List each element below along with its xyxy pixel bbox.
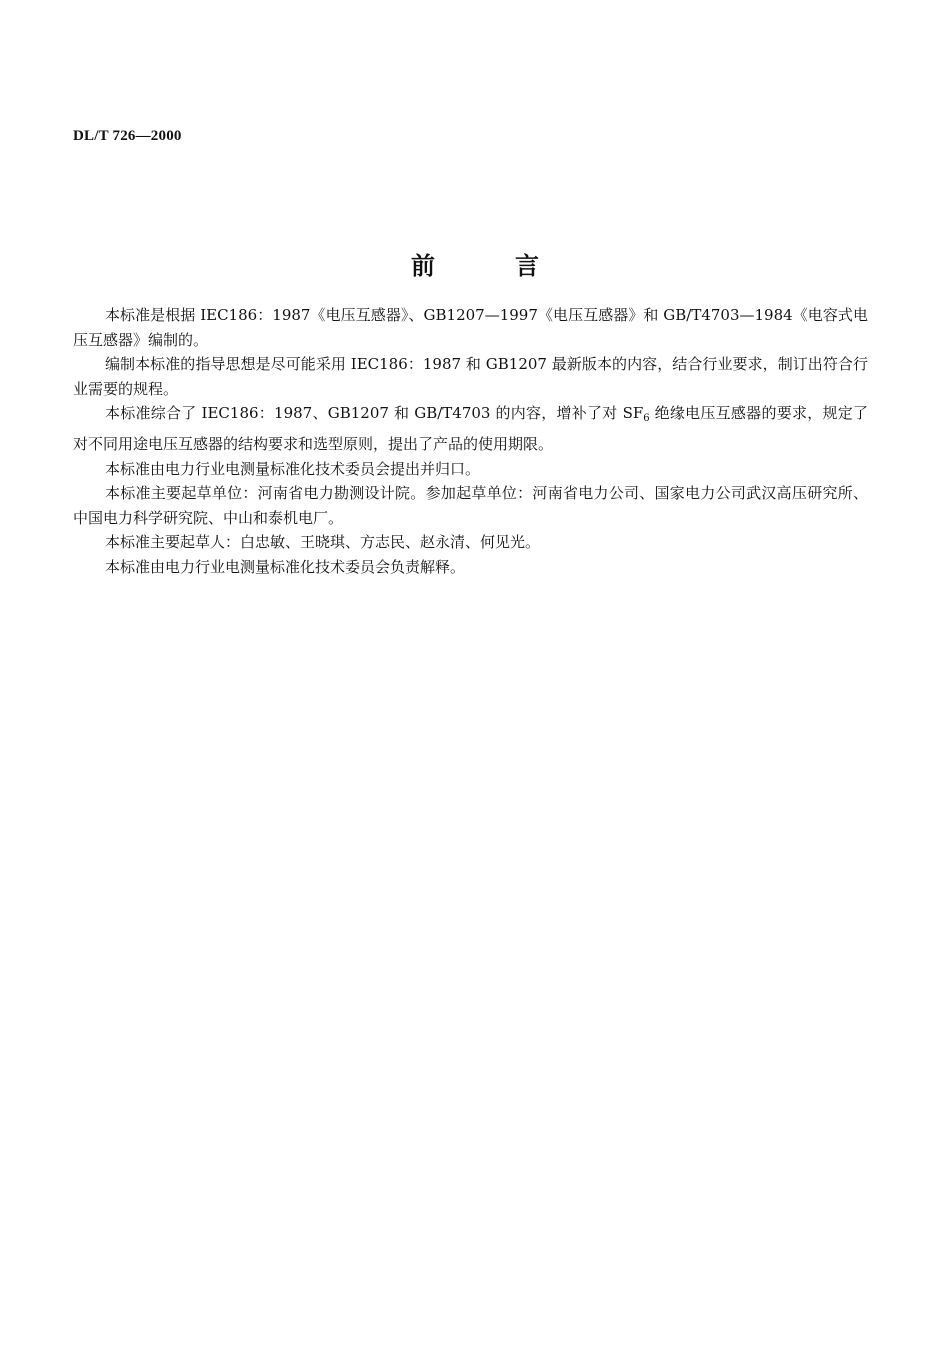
paragraph-basis: 本标准是根据 IEC186：1987《电压互感器》、GB1207—1997《电压互感器》和 GB/T4703—1984《电容式电压互感器》编制的。 (73, 306, 868, 349)
preface-body (73, 303, 868, 580)
section-title: 前言 (411, 252, 619, 280)
paragraph-content-summary (73, 401, 868, 456)
document-code: DL/T 726—2000 (73, 128, 182, 144)
sf6-subscript: 6 (643, 413, 650, 425)
paragraph-content-summary-post: 绝缘电压互感器的要求，规定了对不同用途电压互感器的结构要求和选型原则，提出了产品的使用期限。 (73, 404, 868, 453)
paragraph-interpretation: 本标准由电力行业电测量标准化技术委员会负责解释。 (105, 557, 466, 576)
paragraph-drafting-units: 本标准主要起草单位：河南省电力勘测设计院。参加起草单位：河南省电力公司、国家电力公司武汉高压研究所、中国电力科学研究院、中山和泰机电厂。 (73, 484, 868, 527)
paragraph-guiding-idea: 编制本标准的指导思想是尽可能采用 IEC186：1987 和 GB1207 最新版本的内容，结合行业要求，制订出符合行业需要的规程。 (73, 355, 868, 398)
paragraph-drafters: 本标准主要起草人：白忠敏、王晓琪、方志民、赵永清、何见光。 (105, 533, 541, 552)
paragraph-content-summary-pre: 本标准综合了 IEC186：1987、GB1207 和 GB/T4703 的内容，增补了对 SF (105, 404, 644, 423)
paragraph-proposer: 本标准由电力行业电测量标准化技术委员会提出并归口。 (105, 459, 481, 478)
